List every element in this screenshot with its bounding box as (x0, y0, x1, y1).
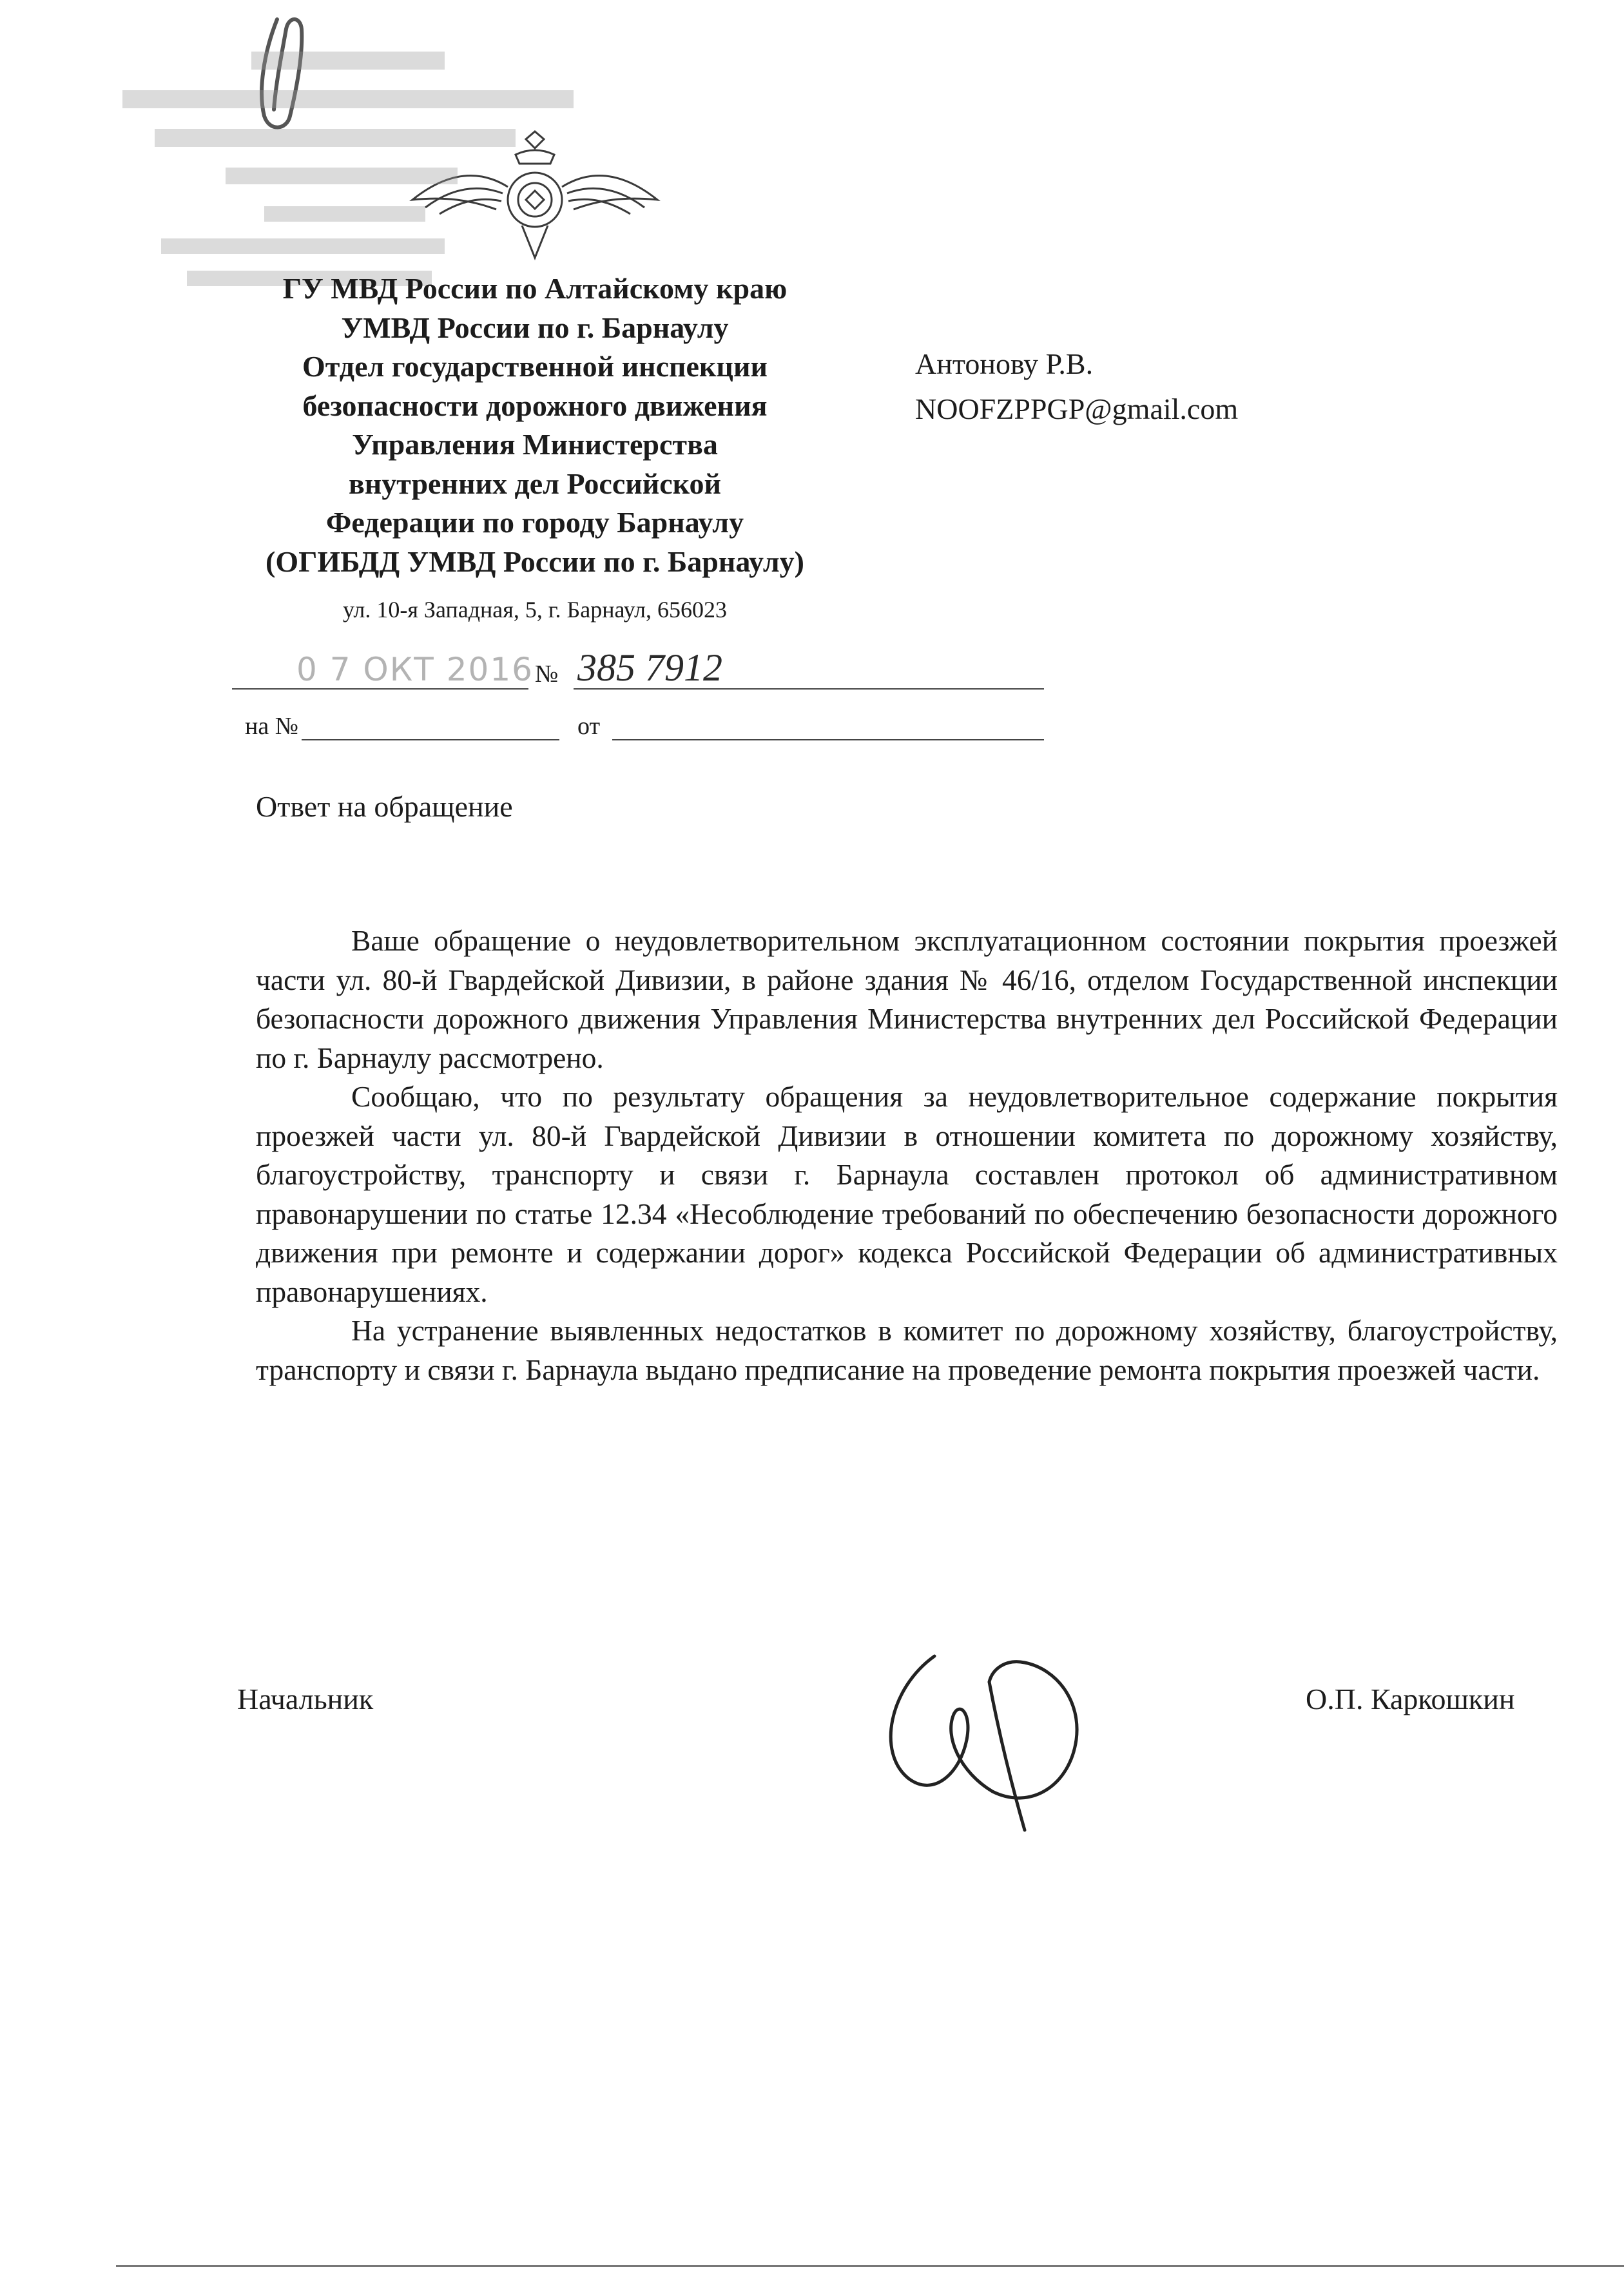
ref-number-underline (302, 739, 559, 740)
reference-line (232, 712, 812, 751)
ref-from-label: от (577, 713, 601, 740)
letter-subject: Ответ на обращение (256, 790, 513, 823)
date-stamp: 0 7 ОКТ 2016 (296, 651, 534, 688)
org-line: (ОГИБДД УМВД России по г. Барнаулу) (266, 545, 804, 578)
org-line: Отдел государственной инспекции (302, 350, 768, 383)
signer-title: Начальник (237, 1683, 374, 1715)
org-line: внутренних дел Российской (348, 467, 722, 500)
ref-date-underline (612, 739, 1044, 740)
signer-name: О.П. Каркошкин (1306, 1683, 1515, 1715)
body-paragraph: Ваше обращение о неудовлетворительном эксплуатационном состоянии покрытия проезжей части ул. 80-й Гвардейской Дивизии, в районе здания № 46/16, отделом Государственной инспекции безопасности дорожного движения Управления Министерства внутренних дел Российской Федерации по г. Барнаулу рассмотрено. (256, 924, 1558, 1074)
org-line: безопасности дорожного движения (302, 389, 768, 422)
letterhead-organization (232, 269, 838, 581)
recipient-email: NOOFZPPGP@gmail.com (915, 392, 1239, 425)
body-paragraph: На устранение выявленных недостатков в комитет по дорожному хозяйству, благоустройству, транспорту и связи г. Барнаула выдано предписание на проведение ремонта покрытия проезжей части. (256, 1314, 1558, 1386)
registration-line (232, 646, 812, 696)
recipient-block (915, 342, 1238, 432)
org-line: Федерации по городу Барнаулу (325, 506, 744, 539)
ref-prefix: на № (245, 713, 298, 740)
faded-stamp-ghost (84, 26, 586, 303)
handwritten-signature (864, 1630, 1102, 1843)
org-line: ГУ МВД России по Алтайскому краю (282, 272, 788, 305)
letter-body (256, 922, 1558, 1389)
letterhead-address: ул. 10-я Западная, 5, г. Барнаул, 656023 (343, 597, 727, 623)
number-prefix: № (535, 661, 559, 688)
org-line: Управления Министерства (352, 428, 718, 461)
registration-number: 385 7912 (577, 646, 722, 689)
page-bottom-edge (116, 2265, 1624, 2267)
date-underline (232, 688, 528, 690)
recipient-name: Антонову Р.В. (915, 347, 1094, 380)
org-line: УМВД России по г. Барнаулу (341, 311, 729, 344)
body-paragraph: Сообщаю, что по результату обращения за неудовлетворительное содержание покрытия проезжей части ул. 80-й Гвардейской Дивизии в отношении комитета по дорожному хозяйству, благоустройству, транспорту и связи г. Барнаула составлен протокол об административном правонарушении по статье 12.34 «Несоблюдение требований по обеспечению безопасности дорожного движения при ремонте и содержании дорог» кодекса Российской Федерации об административных правонарушениях. (256, 1080, 1558, 1308)
